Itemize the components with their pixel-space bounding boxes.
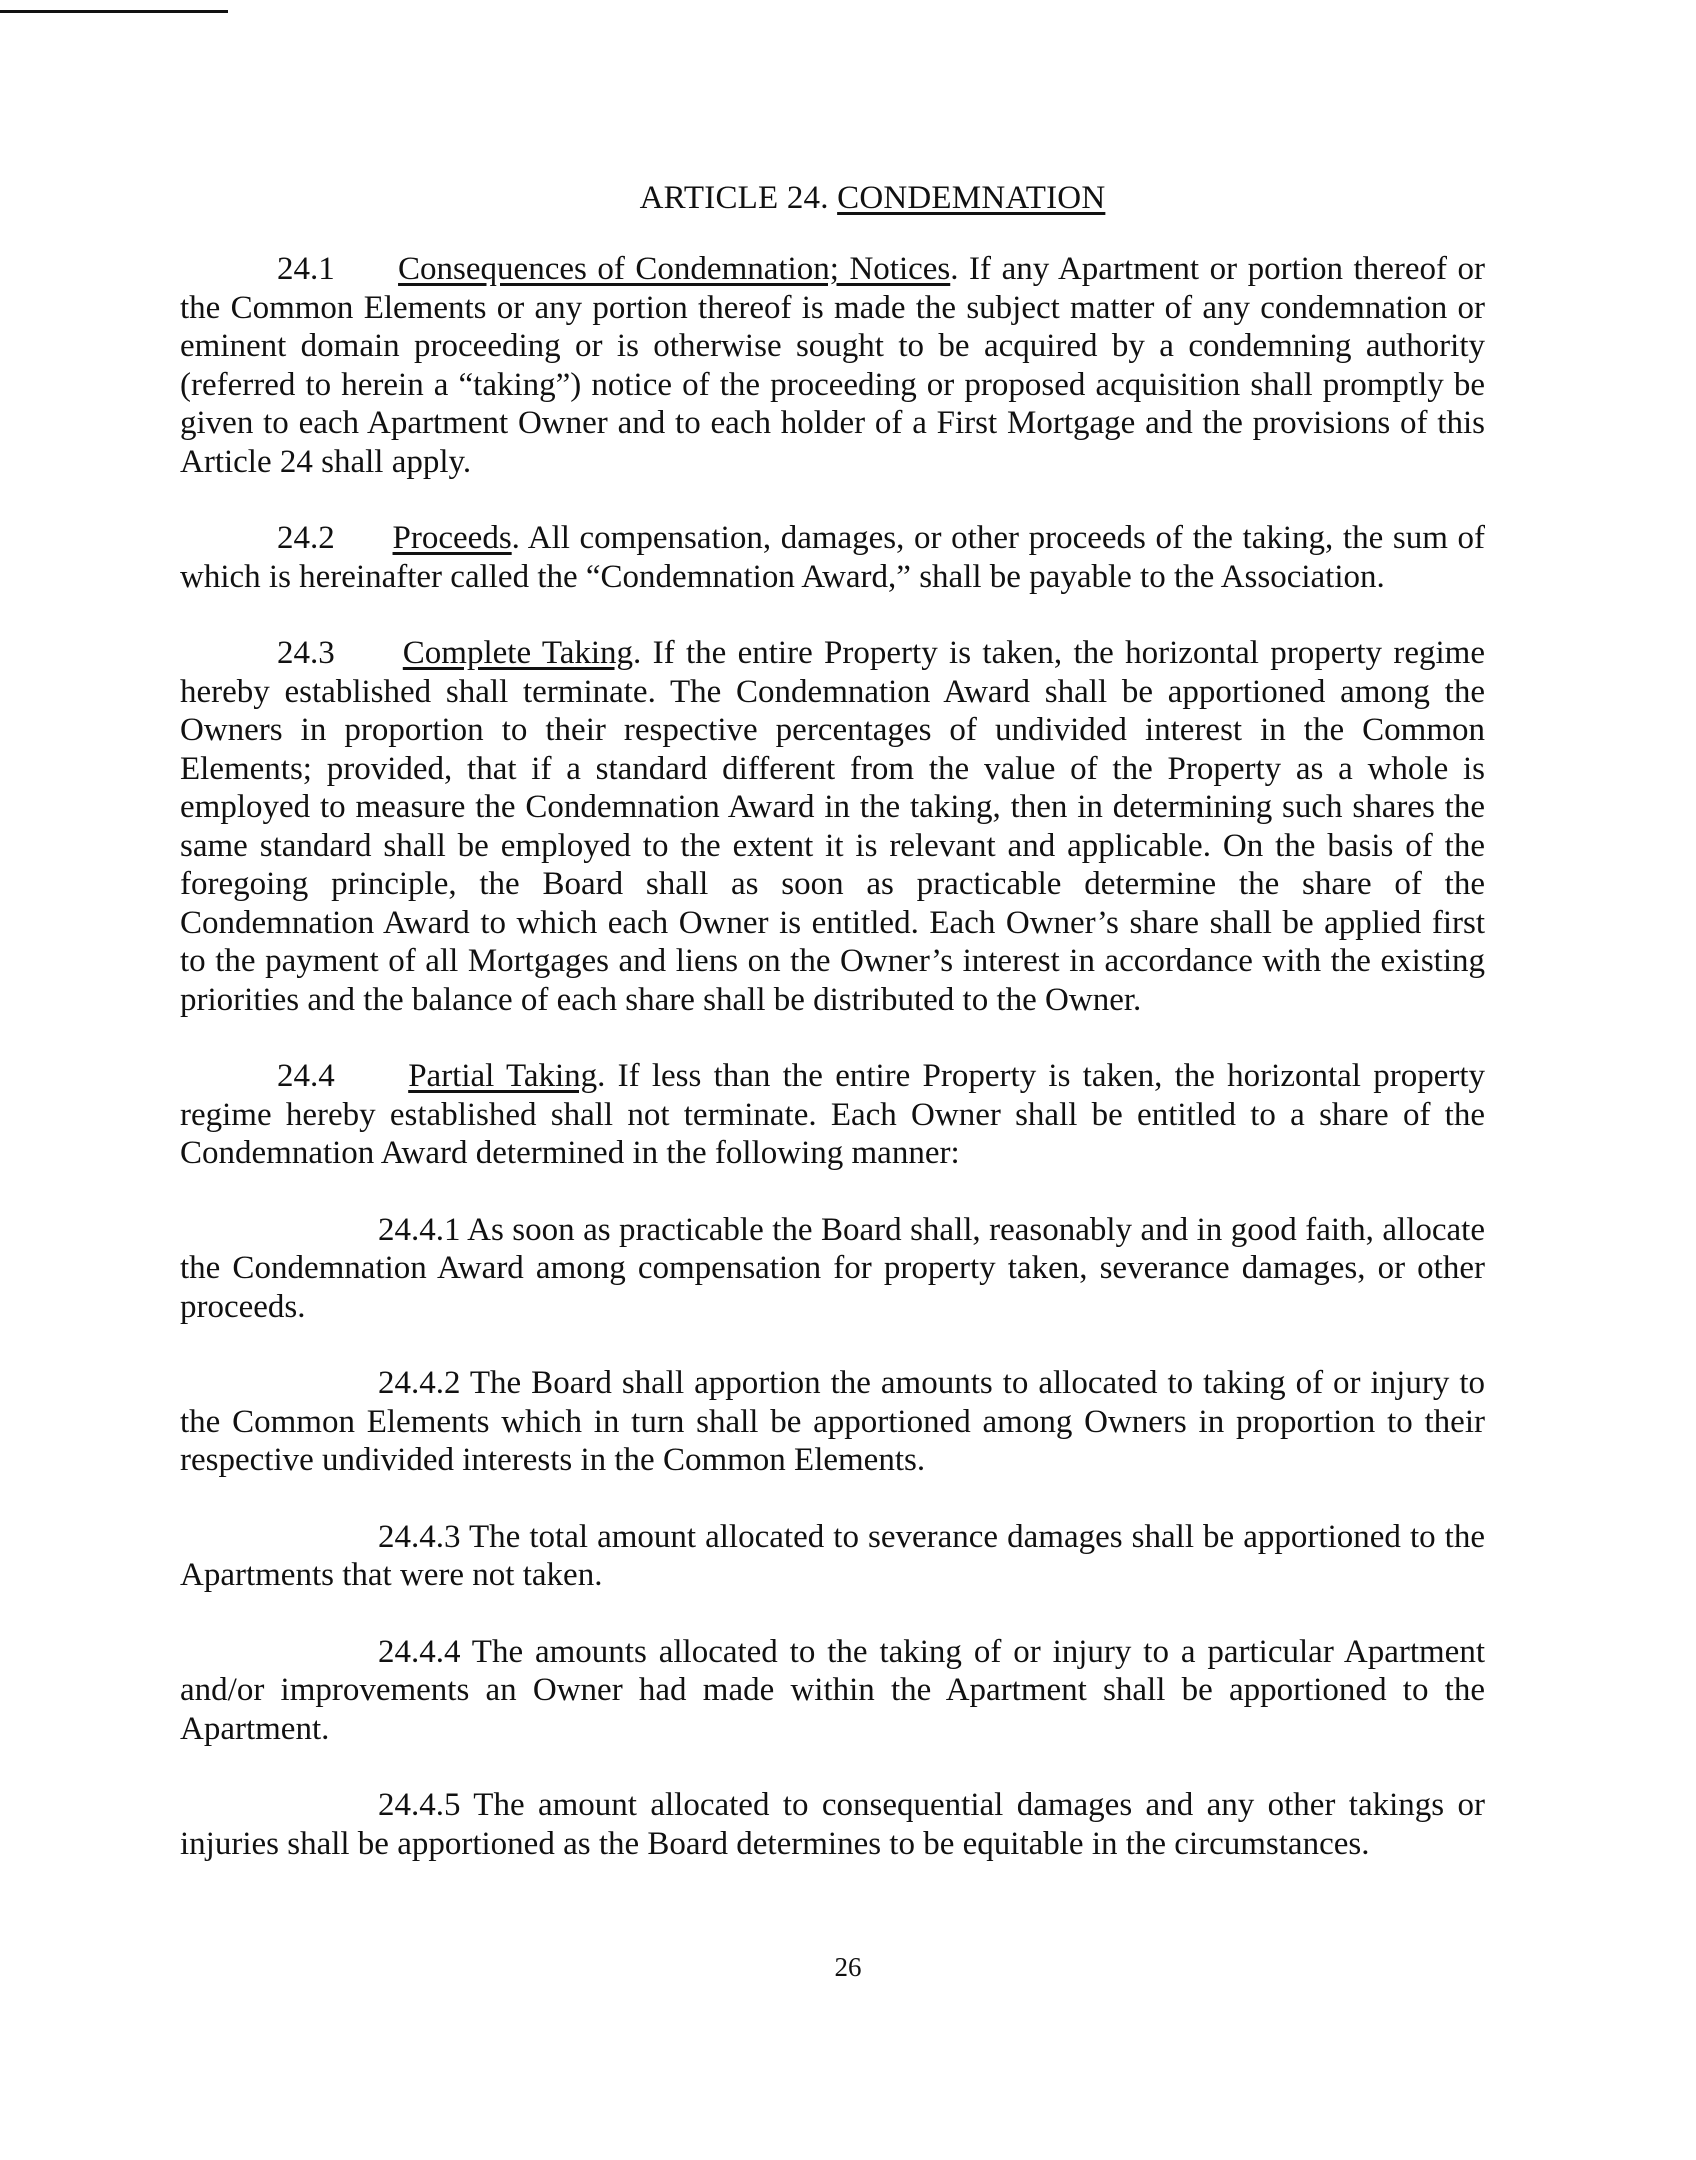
section-heading: Partial Taking [408, 1058, 598, 1094]
section-text: . All compensation, damages, or other proceeds of the taking, the sum of which is hereinafter called the “Condemnation Award,” shall be payable to the Association. [180, 520, 1485, 595]
article-title-heading: CONDEMNATION [837, 180, 1106, 216]
section-number: 24.4 [277, 1058, 335, 1094]
subsection-number: 24.4.1 [378, 1211, 461, 1248]
section-number: 24.1 [277, 251, 335, 287]
subsection-number: 24.4.2 [378, 1365, 461, 1401]
subsection-24-4-4 [180, 1633, 1485, 1749]
section-24-4 [180, 1057, 1485, 1173]
subsection-24-4-3 [180, 1518, 1485, 1595]
section-heading: Proceeds [392, 520, 512, 556]
subsection-24-4-2 [180, 1364, 1485, 1480]
subsection-text: The total amount allocated to severance damages shall be apportioned to the Apartments that were not taken. [180, 1518, 1485, 1593]
section-text: . If any Apartment or portion thereof or the Common Elements or any portion thereof is made the subject matter of any condemnation or eminent domain proceeding or is otherwise sought to be acquired by a condemning authority (referred to herein a “taking”) notice of the proceeding or proposed acquisition shall promptly be given to each Apartment Owner and to each holder of a First Mortgage and the provisions of this Article 24 shall apply. [180, 251, 1486, 480]
subsection-number: 24.4.5 [378, 1787, 461, 1823]
section-24-1 [180, 250, 1485, 481]
section-24-2 [180, 519, 1485, 596]
section-heading: Consequences of Condemnation; Notices [398, 251, 951, 287]
section-number: 24.2 [277, 520, 335, 556]
subsection-number: 24.4.3 [378, 1518, 461, 1555]
section-24-3 [180, 634, 1485, 1019]
section-text: . If the entire Property is taken, the horizontal property regime hereby established shall terminate. The Condemnation Award shall be apportioned among the Owners in proportion to their respective percentages of undivided interest in the Common Elements; provided, that if a standard different from the value of the Property as a whole is employed to measure the Condemnation Award in the taking, then in determining such shares the same standard shall be employed to the extent it is relevant and applicable. On the basis of the foregoing principle, the Board shall as soon as practicable determine the share of the Condemnation Award to which each Owner is entitled. Each Owner’s share shall be applied first to the payment of all Mortgages and liens on the Owner’s interest in accordance with the existing priorities and the balance of each share shall be distributed to the Owner. [180, 635, 1485, 1018]
subsection-24-4-5 [180, 1786, 1485, 1863]
subsection-text: The amount allocated to consequential damages and any other takings or injuries shall be apportioned as the Board determines to be equitable in the circumstances. [180, 1787, 1485, 1862]
subsection-text: As soon as practicable the Board shall, reasonably and in good faith, allocate the Condemnation Award among compensation for property taken, severance damages, or other proceeds. [180, 1211, 1485, 1325]
section-text: . If less than the entire Property is taken, the horizontal property regime hereby established shall not terminate. Each Owner shall be entitled to a share of the Condemnation Award determined in the following manner: [180, 1058, 1486, 1171]
document-page [180, 178, 1485, 1901]
section-heading: Complete Taking [402, 635, 634, 671]
section-number: 24.3 [277, 635, 335, 671]
scan-edge-line [0, 10, 228, 13]
subsection-24-4-1 [180, 1211, 1485, 1327]
subsection-text: The Board shall apportion the amounts to allocated to taking of or injury to the Common Elements which in turn shall be apportioned among Owners in proportion to their respective undivided interests in the Common Elements. [180, 1365, 1485, 1478]
article-title-prefix: ARTICLE 24. [639, 180, 838, 216]
page-number: 26 [834, 1952, 862, 1982]
article-title [180, 178, 1485, 218]
subsection-number: 24.4.4 [378, 1633, 461, 1670]
subsection-text: The amounts allocated to the taking of or injury to a particular Apartment and/or improvements an Owner had made within the Apartment shall be apportioned to the Apartment. [180, 1633, 1485, 1747]
